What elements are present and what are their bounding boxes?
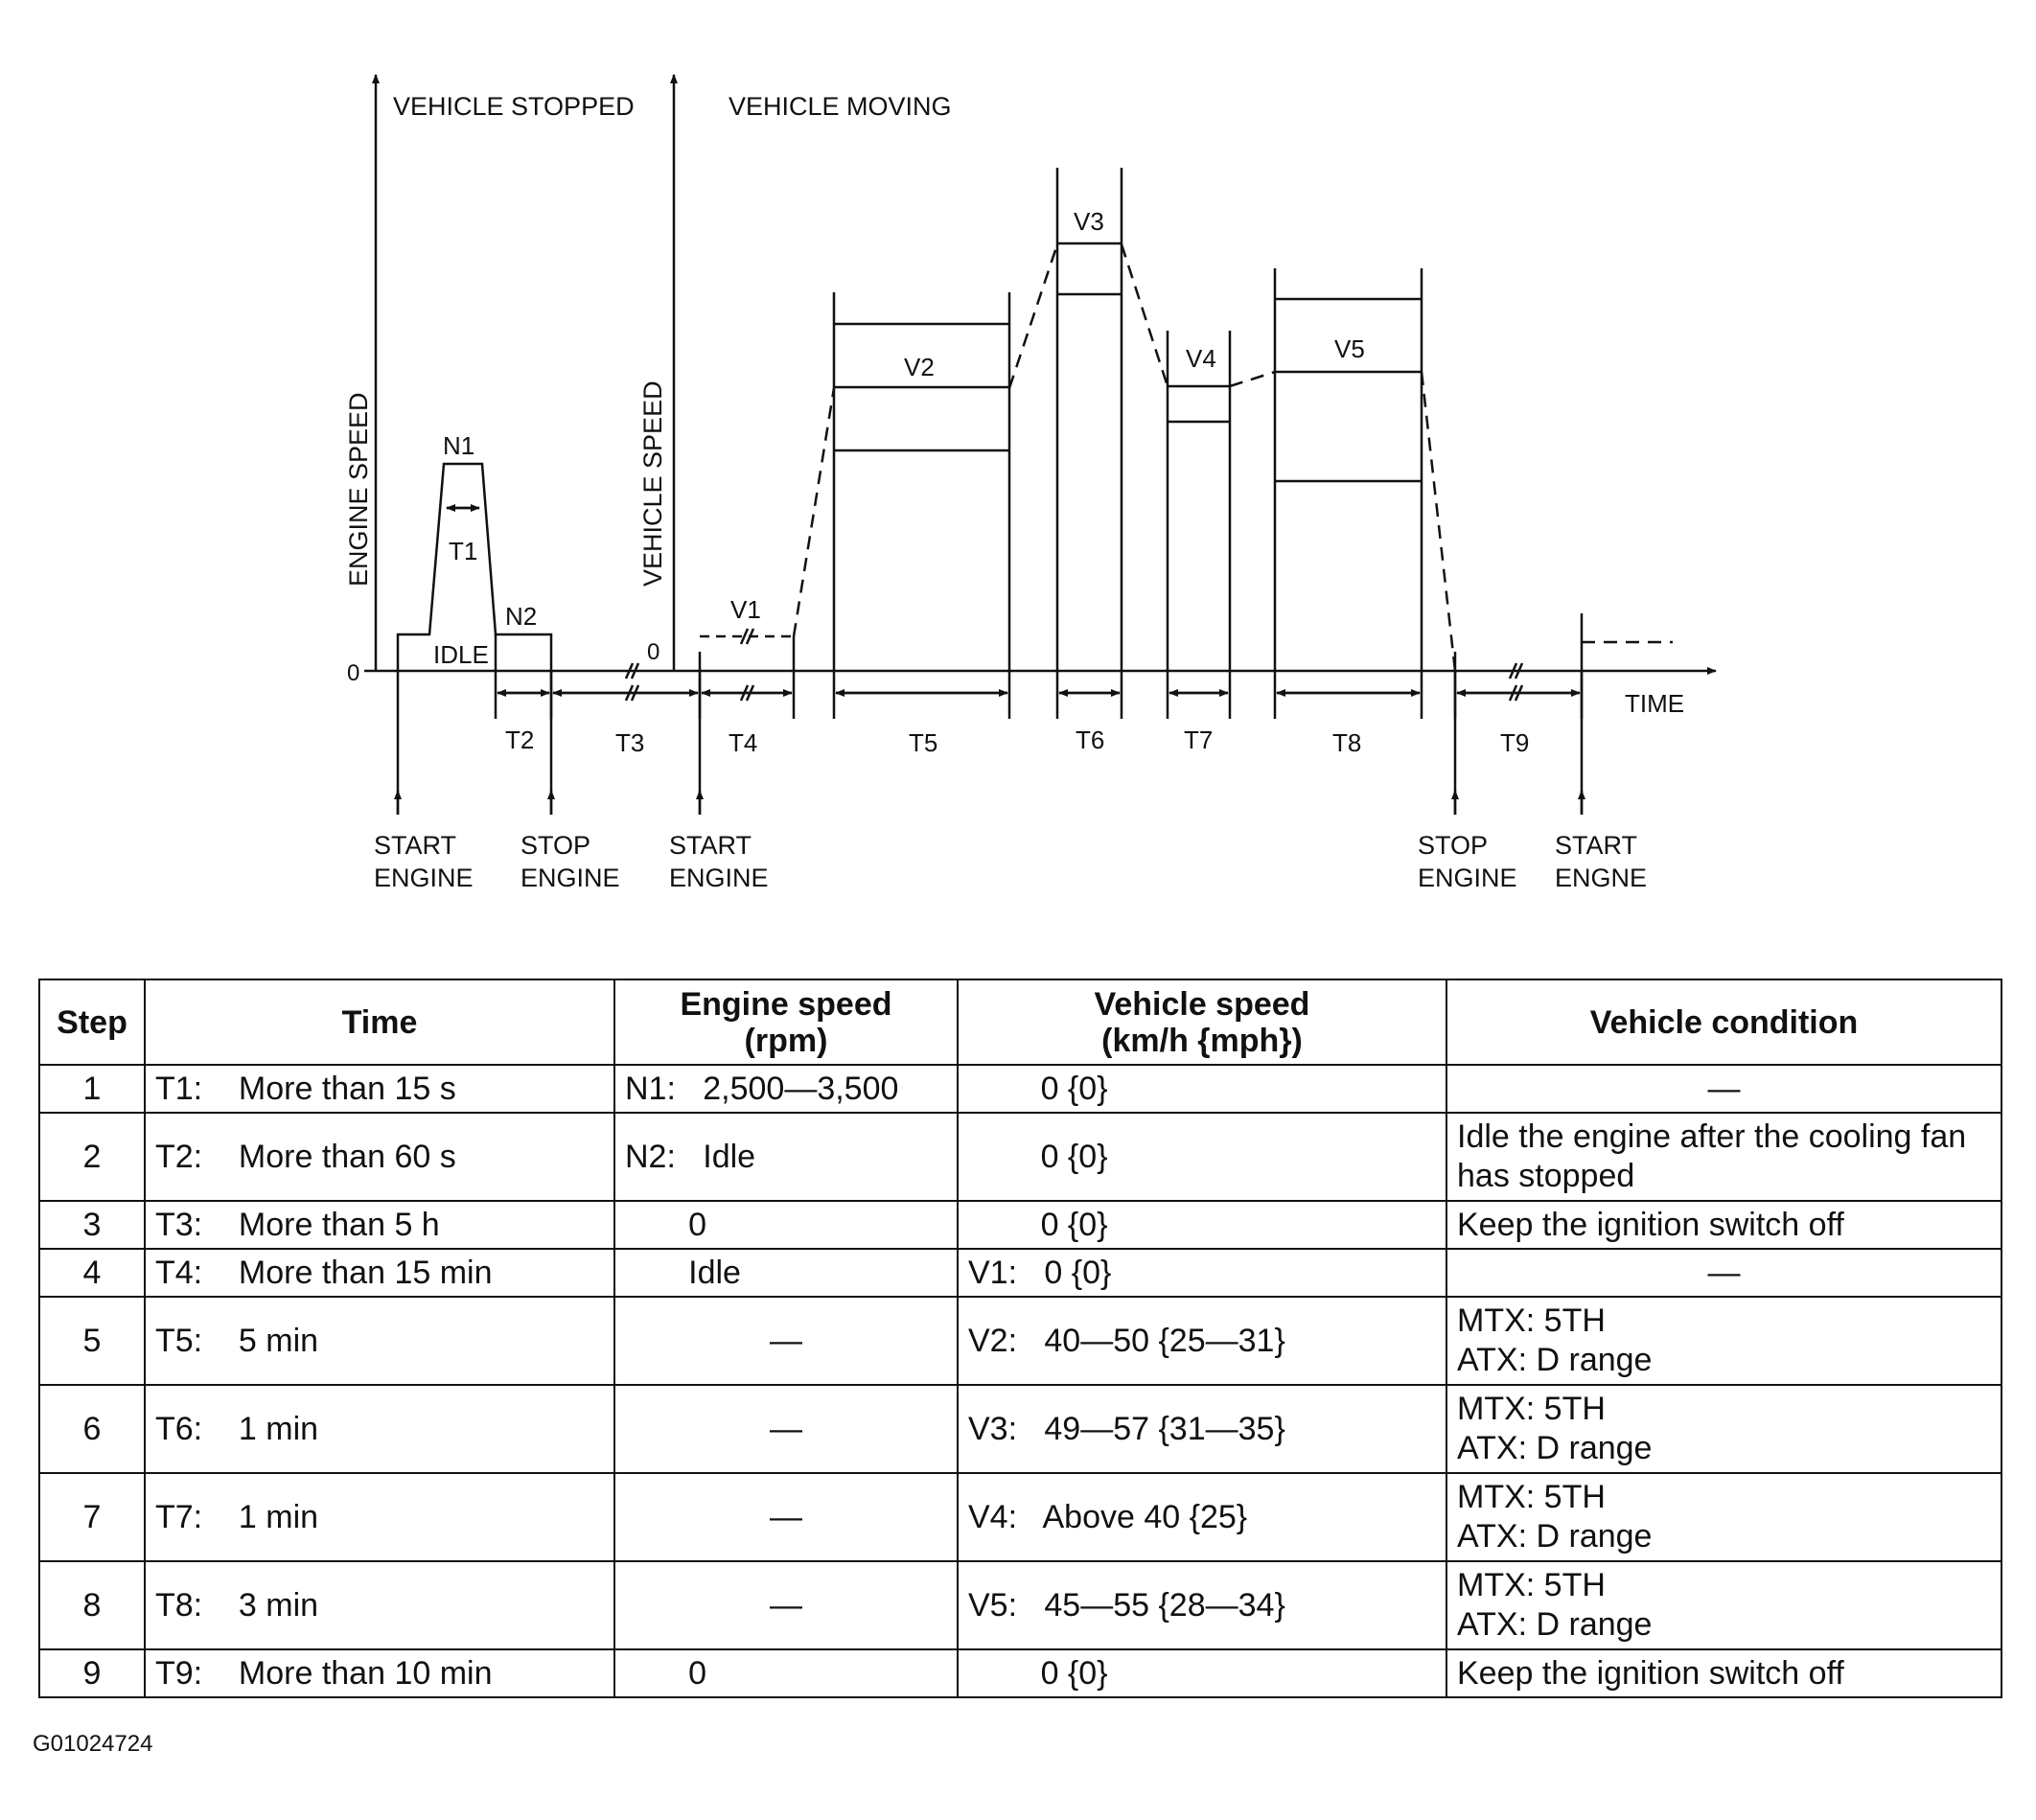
n1-label: N1 xyxy=(443,431,475,460)
engine-speed-cell: — xyxy=(614,1385,958,1473)
time-cell: T6: 1 min xyxy=(145,1385,614,1473)
v4-label: V4 xyxy=(1186,344,1216,373)
t3-label: T3 xyxy=(615,728,645,757)
zero-left-label: 0 xyxy=(347,660,360,686)
event-start-engine-1-line1: START xyxy=(374,831,457,860)
vehicle-speed-cell: 0 {0} xyxy=(958,1649,1446,1697)
t6-label: T6 xyxy=(1076,726,1105,754)
event-start-engine-2-line2: ENGINE xyxy=(669,864,769,892)
condition-cell: Keep the ignition switch off xyxy=(1446,1649,2001,1697)
event-stop-engine-1-line1: STOP xyxy=(521,831,591,860)
vehicle-speed-cell: 0 {0} xyxy=(958,1113,1446,1201)
vehicle-speed-cell: V3: 49—57 {31—35} xyxy=(958,1385,1446,1473)
step-cell: 2 xyxy=(39,1113,145,1201)
event-stop-engine-2-line2: ENGINE xyxy=(1418,864,1517,892)
time-cell: T7: 1 min xyxy=(145,1473,614,1561)
engine-speed-label: ENGINE SPEED xyxy=(344,392,373,587)
engine-speed-cell: — xyxy=(614,1297,958,1385)
engine-speed-cell: 0 xyxy=(614,1201,958,1249)
vehicle-speed-cell: 0 {0} xyxy=(958,1201,1446,1249)
table-row xyxy=(39,1201,2001,1249)
time-cell: T1: More than 15 s xyxy=(145,1065,614,1113)
condition-cell: MTX: 5TH ATX: D range xyxy=(1446,1561,2001,1649)
event-stop-engine-2-line1: STOP xyxy=(1418,831,1489,860)
v3-label: V3 xyxy=(1074,207,1104,236)
vehicle-speed-cell: V2: 40—50 {25—31} xyxy=(958,1297,1446,1385)
zero-right-label: 0 xyxy=(647,639,660,665)
step-cell: 9 xyxy=(39,1649,145,1697)
table-row xyxy=(39,1561,2001,1649)
step-cell: 6 xyxy=(39,1385,145,1473)
speed-ramp-v3-v4 xyxy=(1122,244,1168,386)
vehicle-speed-label: VEHICLE SPEED xyxy=(638,380,667,587)
table-row xyxy=(39,1649,2001,1697)
header-step: Step xyxy=(39,979,145,1065)
time-cell: T8: 3 min xyxy=(145,1561,614,1649)
time-cell: T5: 5 min xyxy=(145,1297,614,1385)
event-stop-engine-1-line2: ENGINE xyxy=(521,864,620,892)
condition-cell: — xyxy=(1446,1249,2001,1297)
drive-cycle-table xyxy=(38,979,2002,1698)
time-label: TIME xyxy=(1625,689,1685,718)
table-row xyxy=(39,1065,2001,1113)
speed-ramp-v4-v5 xyxy=(1230,372,1275,386)
step-cell: 7 xyxy=(39,1473,145,1561)
time-cell: T3: More than 5 h xyxy=(145,1201,614,1249)
table-row xyxy=(39,1297,2001,1385)
t7-label: T7 xyxy=(1184,726,1214,754)
engine-speed-cell: Idle xyxy=(614,1249,958,1297)
engine-speed-cell: — xyxy=(614,1561,958,1649)
table-row xyxy=(39,1473,2001,1561)
event-start-engine-3-line2: ENGNE xyxy=(1555,864,1648,892)
vehicle-speed-cell: 0 {0} xyxy=(958,1065,1446,1113)
v1-label: V1 xyxy=(730,595,761,624)
table-header-row xyxy=(39,979,2001,1065)
step-cell: 3 xyxy=(39,1201,145,1249)
idle-label: IDLE xyxy=(433,640,489,669)
header-vehicle-stopped: VEHICLE STOPPED xyxy=(393,92,635,121)
event-start-engine-3-line1: START xyxy=(1555,831,1638,860)
condition-cell: — xyxy=(1446,1065,2001,1113)
v2-label: V2 xyxy=(904,353,935,381)
speed-ramp-v2-v3 xyxy=(1009,244,1057,388)
vehicle-speed-cell: V1: 0 {0} xyxy=(958,1249,1446,1297)
event-start-engine-1-line2: ENGINE xyxy=(374,864,474,892)
table-row xyxy=(39,1385,2001,1473)
speed-ramp-v5-stop xyxy=(1422,372,1455,671)
condition-cell: MTX: 5TH ATX: D range xyxy=(1446,1385,2001,1473)
speed-ramp-v1-v2 xyxy=(794,388,834,636)
event-start-engine-2-line1: START xyxy=(669,831,752,860)
vehicle-speed-cell: V4: Above 40 {25} xyxy=(958,1473,1446,1561)
engine-speed-cell: N1: 2,500—3,500 xyxy=(614,1065,958,1113)
header-vehicle-speed: Vehicle speed (km/h {mph}) xyxy=(958,979,1446,1065)
time-cell: T9: More than 10 min xyxy=(145,1649,614,1697)
t9-label: T9 xyxy=(1500,728,1530,757)
n2-label: N2 xyxy=(505,602,538,631)
condition-cell: MTX: 5TH ATX: D range xyxy=(1446,1297,2001,1385)
time-cell: T4: More than 15 min xyxy=(145,1249,614,1297)
figure-code: G01024724 xyxy=(33,1731,153,1757)
condition-cell: Keep the ignition switch off xyxy=(1446,1201,2001,1249)
table-row xyxy=(39,1249,2001,1297)
header-vehicle-moving: VEHICLE MOVING xyxy=(729,92,952,121)
t5-label: T5 xyxy=(909,728,938,757)
v5-label: V5 xyxy=(1334,334,1365,363)
t2-label: T2 xyxy=(505,726,535,754)
t1-label: T1 xyxy=(449,537,478,565)
header-engine-speed: Engine speed (rpm) xyxy=(614,979,958,1065)
condition-cell: Idle the engine after the cooling fan has stopped xyxy=(1446,1113,2001,1201)
header-vehicle-condition: Vehicle condition xyxy=(1446,979,2001,1065)
engine-speed-cell: — xyxy=(614,1473,958,1561)
step-cell: 8 xyxy=(39,1561,145,1649)
engine-speed-cell: 0 xyxy=(614,1649,958,1697)
engine-speed-cell: N2: Idle xyxy=(614,1113,958,1201)
t8-label: T8 xyxy=(1332,728,1362,757)
step-cell: 5 xyxy=(39,1297,145,1385)
condition-cell: MTX: 5TH ATX: D range xyxy=(1446,1473,2001,1561)
header-time: Time xyxy=(145,979,614,1065)
t4-label: T4 xyxy=(729,728,758,757)
table-row xyxy=(39,1113,2001,1201)
time-cell: T2: More than 60 s xyxy=(145,1113,614,1201)
step-cell: 4 xyxy=(39,1249,145,1297)
vehicle-speed-cell: V5: 45—55 {28—34} xyxy=(958,1561,1446,1649)
step-cell: 1 xyxy=(39,1065,145,1113)
